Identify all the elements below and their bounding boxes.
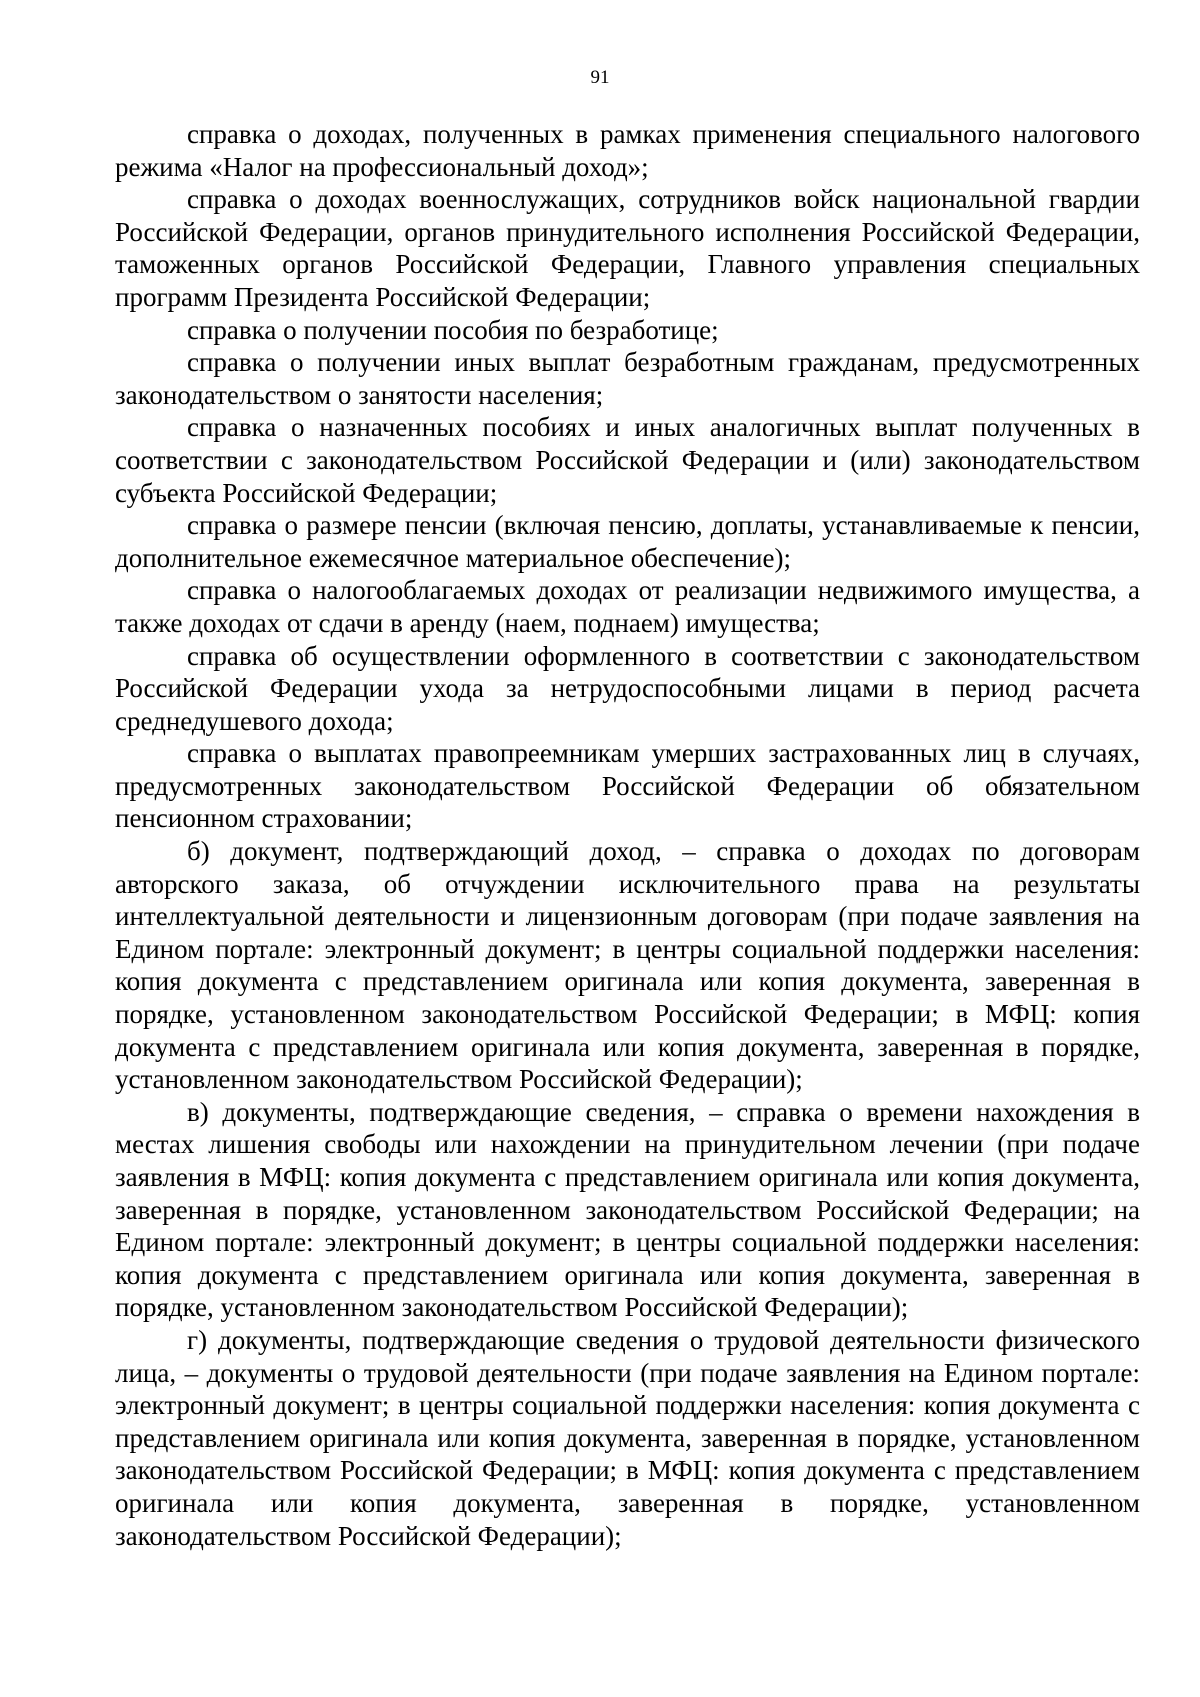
paragraph-other-unemployment-payments: справка о получении иных выплат безработным гражданам, предусмотренных законодательством о занятости населения; (115, 347, 1140, 410)
paragraph-pension-amount: справка о размере пенсии (включая пенсию, доплаты, устанавливаемые к пенсии, дополнительное ежемесячное материальное обеспечение); (115, 510, 1140, 573)
paragraph-assigned-benefits: справка о назначенных пособиях и иных аналогичных выплат полученных в соответствии с законодательством Российской Федерации и (или) законодательством субъекта Российской Федерации; (115, 412, 1140, 508)
paragraph-item-g: г) документы, подтверждающие сведения о трудовой деятельности физического лица, – документы о трудовой деятельности (при подаче заявления на Едином портале: электронный документ; в центры социальной поддержки населения: копия документа с представлением оригинала или копия документа, заверенная в порядке, установленном законодательством Российской Федерации; в МФЦ: копия документа с представлением оригинала или копия документа, заверенная в порядке, установленном законодательством Российской Федерации); (115, 1324, 1140, 1551)
paragraph-care-for-disabled: справка об осуществлении оформленного в соответствии с законодательством Российской Федерации ухода за нетрудоспособными лицами в период расчета среднедушевого дохода; (115, 640, 1140, 736)
paragraph-payments-to-successors: справка о выплатах правопреемникам умерших застрахованных лиц в случаях, предусмотренных законодательством Российской Федерации об обязательном пенсионном страховании; (115, 738, 1140, 834)
page-number: 91 (590, 67, 610, 88)
paragraph-income-professional-tax: справка о доходах, полученных в рамках применения специального налогового режима «Налог на профессиональный доход»; (115, 119, 1140, 182)
document-body (115, 118, 1140, 1552)
paragraph-unemployment-benefit: справка о получении пособия по безработице; (187, 314, 719, 345)
paragraph-income-military: справка о доходах военнослужащих, сотрудников войск национальной гвардии Российской Федерации, органов принудительного исполнения Российской Федерации, таможенных органов Российской Федерации, Главного управления специальных программ Президента Российской Федерации; (115, 184, 1140, 312)
paragraph-item-v: в) документы, подтверждающие сведения, – справка о времени нахождения в местах лишения свободы или нахождении на принудительном лечении (при подаче заявления в МФЦ: копия документа с представлением оригинала или копия документа, заверенная в порядке, установленном законодательством Российской Федерации; на Едином портале: электронный документ; в центры социальной поддержки населения: копия документа с представлением оригинала или копия документа, заверенная в порядке, установленном законодательством Российской Федерации); (115, 1096, 1140, 1323)
paragraph-item-b: б) документ, подтверждающий доход, – справка о доходах по договорам авторского заказа, об отчуждении исключительного права на результаты интеллектуальной деятельности и лицензионным договорам (при подаче заявления на Едином портале: электронный документ; в центры социальной поддержки населения: копия документа с представлением оригинала или копия документа, заверенная в порядке, установленном законодательством Российской Федерации; в МФЦ: копия документа с представлением оригинала или копия документа, заверенная в порядке, установленном законодательством Российской Федерации); (115, 836, 1140, 1095)
paragraph-real-estate-income: справка о налогооблагаемых доходах от реализации недвижимого имущества, а также доходах от сдачи в аренду (наем, поднаем) имущества; (115, 575, 1140, 638)
